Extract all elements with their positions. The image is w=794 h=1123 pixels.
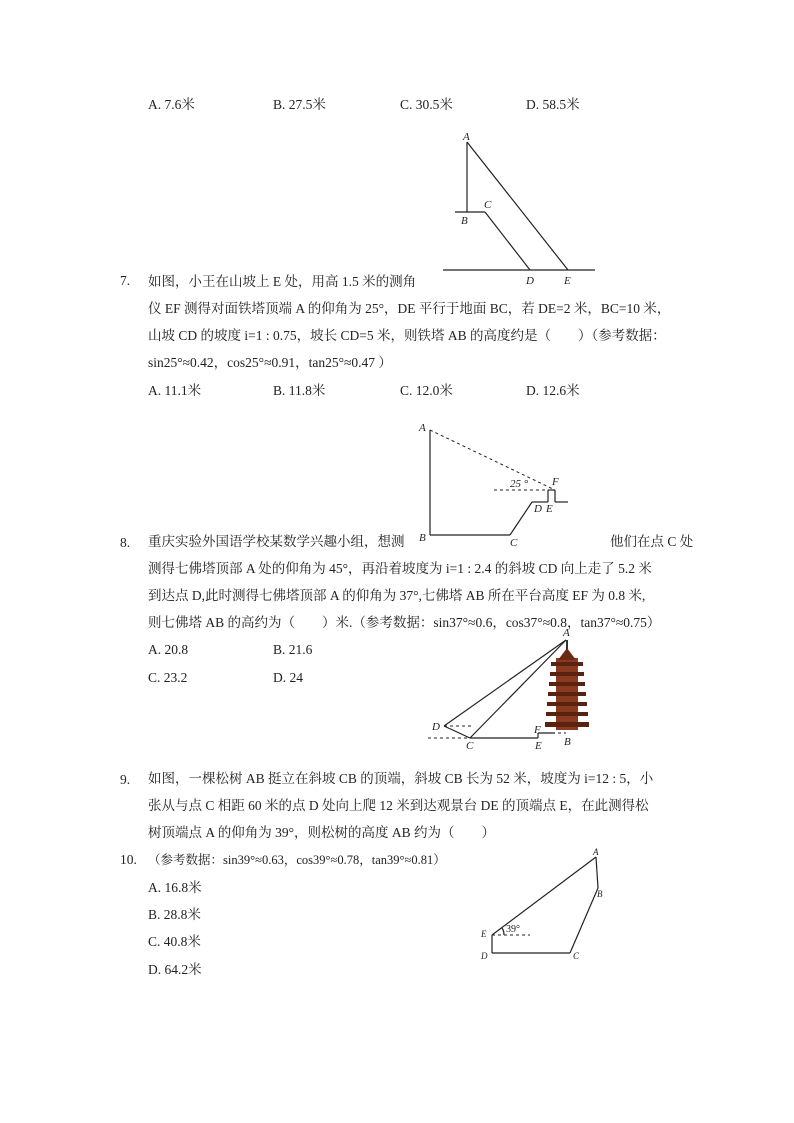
q8-label-a: A xyxy=(563,627,570,639)
q6-option-b[interactable]: B. 27.5米 xyxy=(273,97,326,112)
q7-label-a: A xyxy=(419,422,426,434)
q7-label-f: F xyxy=(552,476,559,488)
q7-option-a[interactable]: A. 11.1米 xyxy=(148,383,202,398)
q9-label-d: D xyxy=(481,951,488,961)
q8-number: 8. xyxy=(120,535,131,550)
q6-label-b: B xyxy=(461,215,468,227)
q7-line-4: sin25°≈0.42，cos25°≈0.91，tan25°≈0.47 ） xyxy=(148,355,392,370)
q10-option-b[interactable]: B. 28.8米 xyxy=(148,907,201,922)
q10-option-a[interactable]: A. 16.8米 xyxy=(148,880,202,895)
q7-label-b: B xyxy=(419,532,426,544)
q10-line: （参考数据：sin39°≈0.63，cos39°≈0.78，tan39°≈0.81） xyxy=(148,853,446,867)
q9-line-1: 如图，一棵松树 AB 挺立在斜坡 CB 的顶端，斜坡 CB 长为 52 米，坡度为 i=12 : 5，小 xyxy=(148,771,654,786)
q9-label-a: A xyxy=(593,847,599,857)
q7-line-1: 如图，小王在山坡上 E 处，用高 1.5 米的测角 xyxy=(148,274,417,289)
q9-line-2: 张从与点 C 相距 60 米的点 D 处向上爬 12 米到达观景台 DE 的顶端点 E，在此测得松 xyxy=(148,798,649,813)
q7-label-c: C xyxy=(510,537,518,549)
q7-line-2: 仪 EF 测得对面铁塔顶端 A 的仰角为 25°，DE 平行于地面 BC，若 DE=2 米，BC=10 米， xyxy=(148,301,671,316)
q6-label-c: C xyxy=(484,199,492,211)
q8-option-b[interactable]: B. 21.6 xyxy=(273,642,313,657)
q8-label-f: F xyxy=(534,724,541,736)
q6-option-c[interactable]: C. 30.5米 xyxy=(400,97,453,112)
q9-angle-label: 39° xyxy=(506,924,520,935)
q7-line-3: 山坡 CD 的坡度 i=1 : 0.75，坡长 CD=5 米，则铁塔 AB 的高度约是（ ）（参考数据： xyxy=(148,328,666,343)
q6-label-d: D xyxy=(526,275,534,287)
q8-line-4: 则七佛塔 AB 的高约为（ ）米.（参考数据：sin37°≈0.6，cos37°≈0.8，tan37°≈0.75） xyxy=(148,615,661,630)
q6-label-e: E xyxy=(564,275,571,287)
q8-label-d: D xyxy=(432,721,440,733)
q7-label-d: D xyxy=(534,503,542,515)
q8-option-a[interactable]: A. 20.8 xyxy=(148,642,189,657)
q8-label-b: B xyxy=(564,736,571,748)
q7-label-e: E xyxy=(546,503,553,515)
q10-option-d[interactable]: D. 64.2米 xyxy=(148,962,202,977)
q8-label-e: E xyxy=(535,740,542,752)
q10-number: 10. xyxy=(120,852,137,867)
q6-label-a: A xyxy=(463,131,470,143)
q7-angle-label: 25 ° xyxy=(510,478,529,490)
q8-line-1a: 重庆实验外国语学校某数学兴趣小组，想测 xyxy=(148,534,405,549)
q7-option-c[interactable]: C. 12.0米 xyxy=(400,383,453,398)
q7-option-b[interactable]: B. 11.8米 xyxy=(273,383,326,398)
q8-option-c[interactable]: C. 23.2 xyxy=(148,670,188,685)
q6-option-d[interactable]: D. 58.5米 xyxy=(526,97,580,112)
q8-label-c: C xyxy=(466,740,474,752)
q9-number: 9. xyxy=(120,772,131,787)
q8-option-d[interactable]: D. 24 xyxy=(273,670,303,685)
q8-line-1b: 他们在点 C 处 xyxy=(610,534,694,549)
q8-line-2: 测得七佛塔顶部 A 处的仰角为 45°，再沿着坡度为 i=1 : 2.4 的斜坡 CD 向上走了 5.2 米 xyxy=(148,561,652,576)
q9-label-b: B xyxy=(597,889,603,899)
q9-line-3: 树顶端点 A 的仰角为 39°，则松树的高度 AB 约为（ ） xyxy=(148,825,496,840)
q8-line-3: 到达点 D,此时测得七佛塔顶部 A 的仰角为 37°,七佛塔 AB 所在平台高度 EF 为 0.8 米, xyxy=(148,588,646,603)
q7-number: 7. xyxy=(120,273,131,288)
q9-label-c: C xyxy=(573,951,580,961)
q7-option-d[interactable]: D. 12.6米 xyxy=(526,383,580,398)
q10-option-c[interactable]: C. 40.8米 xyxy=(148,934,201,949)
q9-label-e: E xyxy=(481,929,487,939)
q6-option-a[interactable]: A. 7.6米 xyxy=(148,97,195,112)
